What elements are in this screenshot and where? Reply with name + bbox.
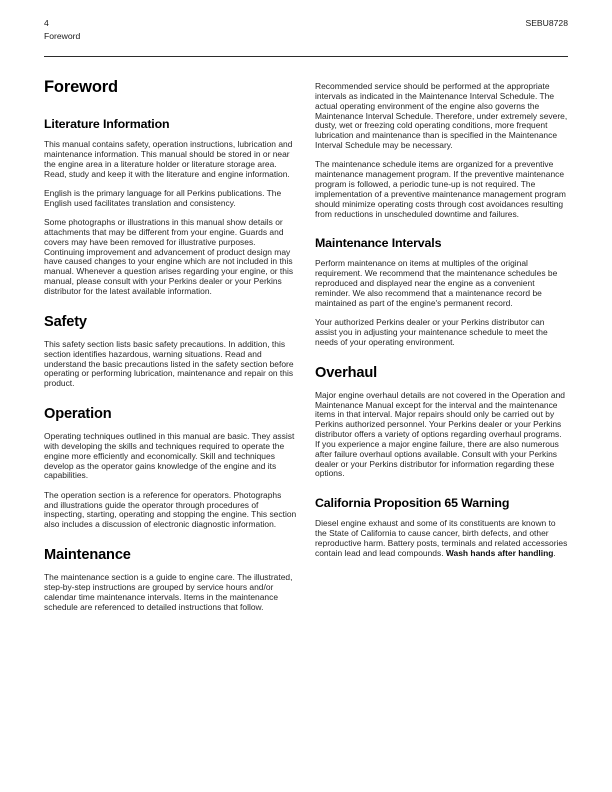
paragraph: Some photographs or illustrations in this manual show details or attachments that may be different from your engine. Guards and covers may have been removed for illustrative purposes. Continuing improvement and advancement of product design may have caused changes to your engine which are not included in this manual. Whenever a question arises regarding your engine, or this manual, please consult with your Perkins dealer or your Perkins distributor for the latest available information. [44, 217, 294, 296]
section-safety [44, 314, 297, 389]
page-number: 4 [44, 18, 49, 28]
left-column [44, 78, 297, 613]
section-heading: California Proposition 65 Warning [315, 496, 510, 511]
paragraph: English is the primary language for all Perkins publications. The English used facilitates translation and consistency. [44, 187, 282, 208]
section-heading: Overhaul [315, 364, 378, 381]
paragraph: The operation section is a reference for operators. Photographs and illustrations guide the operator through procedures of inspecting, starting, operating and stopping the engine. This section also includes a discussion of electronic diagnostic information. [44, 489, 297, 530]
publication-id: SEBU8728 [525, 18, 568, 28]
paragraph: This manual contains safety, operation instructions, lubrication and maintenance information. This manual should be stored in or near the engine area in a literature holder or literature storage area. Read, study and keep it with the literature and engine information. [44, 139, 293, 179]
paragraph: Recommended service should be performed at the appropriate intervals as indicated in the Maintenance Interval Schedule. The actual operating environment of the engine also governs the Maintenance Interval Schedule. Therefore, under extremely severe, dusty, wet or freezing cold operating conditions, more frequent lubrication and maintenance than is specified in the Maintenance Interval Schedule may be necessary. [315, 81, 568, 151]
section-maintenance [44, 547, 297, 612]
paragraph: The maintenance section is a guide to engine care. The illustrated, step-by-step instructions are grouped by service hours and/or calendar time maintenance intervals. Items in the maintenance schedule are referenced to detailed instructions that follow. [44, 572, 293, 612]
paragraph: Perform maintenance on items at multiples of the original requirement. We recommend that the maintenance schedules be reproduced and displayed near the engine as a convenient reminder. We also recommend that a maintenance record be maintained as part of the engine's permanent record. [315, 258, 558, 308]
section-heading: Literature Information [44, 117, 170, 131]
section-operation [44, 406, 297, 530]
page-title: Foreword [44, 78, 118, 96]
section-maintenance-intervals [315, 236, 568, 347]
paragraph: Your authorized Perkins dealer or your Perkins distributor can assist you in adjusting your maintenance schedule to meet the needs of your operating environment. [315, 317, 548, 347]
header-divider [44, 56, 568, 57]
paragraph: Operating techniques outlined in this manual are basic. They assist with developing the skills and techniques required to operate the engine more efficiently and economically. Skill and techniques develop as the operator gains knowledge of the engine and its capabilities. [44, 431, 295, 481]
section-literature-information [44, 117, 297, 297]
prop65-text-after: . [553, 547, 556, 558]
section-overhaul [315, 365, 568, 480]
paragraph: The maintenance schedule items are organized for a preventive maintenance management program. If the preventive maintenance program is followed, a periodic tune-up is not required. The implementation of a preventive maintenance management program should minimize operating costs through cost avoidances resulting from reductions in unscheduled downtime and failures. [315, 159, 566, 219]
section-heading: Maintenance [44, 547, 131, 564]
section-california-proposition-65-warning [315, 496, 568, 558]
prop65-paragraph [315, 519, 568, 558]
prop65-bold-warning: Wash hands after handling [445, 547, 554, 558]
prop65-text-before: Diesel engine exhaust and some of its constituents are known to the State of California to cause cancer, birth defects, and other reproductive harm. Battery posts, terminals and related accessories contain lead and lead compounds. [315, 518, 568, 558]
running-head-left [44, 18, 344, 42]
section-heading: Operation [44, 406, 112, 423]
right-column [315, 82, 568, 559]
running-head-section: Foreword [44, 31, 81, 41]
paragraph: Major engine overhaul details are not covered in the Operation and Maintenance Manual except for the interval and the maintenance items in that interval. Major repairs should only be carried out by Perkins authorized personnel. Your Perkins dealer or your Perkins distributor offers a variety of options regarding overhaul programs. If you experience a major engine failure, there are also numerous after failure overhaul options available. Consult with your Perkins dealer or your Perkins distributor for information regarding these options. [315, 389, 566, 479]
running-head [44, 18, 568, 52]
section-heading: Maintenance Intervals [315, 236, 442, 251]
paragraph: This safety section lists basic safety precautions. In addition, this section identifies hazardous, warning situations. Read and understand the basic precautions listed in the safety section before operating or performing lubrication, maintenance and repair on this product. [44, 338, 294, 389]
section-heading: Safety [44, 313, 87, 330]
